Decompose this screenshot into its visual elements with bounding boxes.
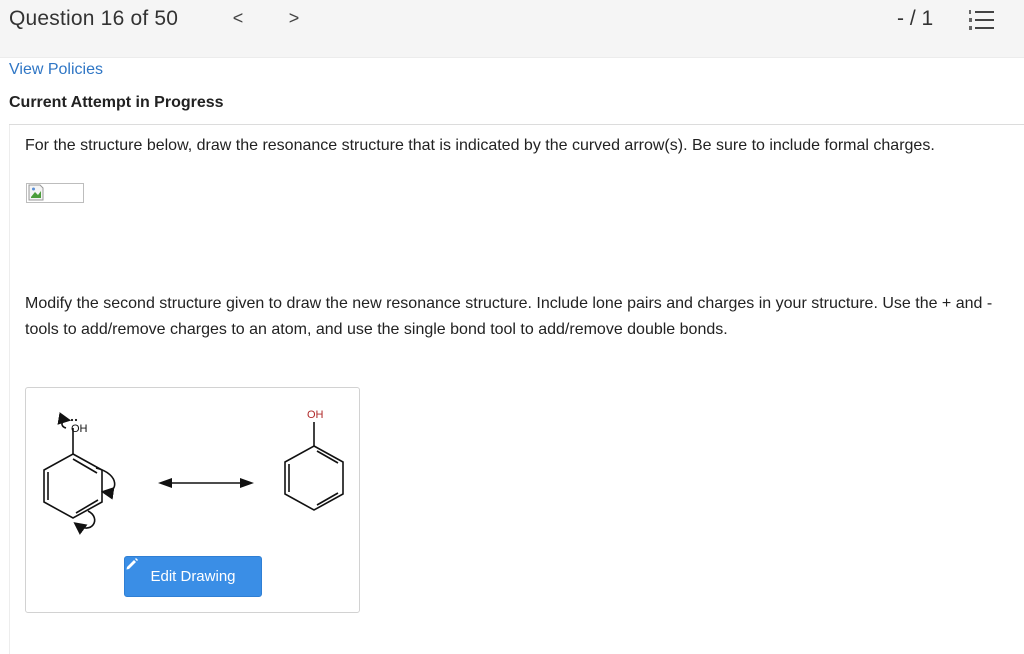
- drawing-panel: [25, 387, 360, 613]
- broken-image: [26, 183, 84, 203]
- question-instruction: For the structure below, draw the resonance structure that is indicated by the curved arrow(s). Be sure to include formal charges.: [25, 137, 935, 154]
- right-oh-label: OH: [307, 409, 324, 421]
- pencil-icon: [125, 557, 139, 571]
- view-policies-link[interactable]: View Policies: [9, 61, 103, 78]
- modify-instruction: Modify the second structure given to draw the new resonance structure. Include lone pairs and charges in your structure. Use the + and - tools to add/remove charges to an atom, and use the single bond tool to add/remove double bonds.: [25, 295, 993, 338]
- question-header: [0, 0, 1024, 58]
- question-list-icon[interactable]: [966, 8, 996, 32]
- divider: [9, 124, 1024, 125]
- left-molecule: [44, 420, 115, 528]
- next-question-button[interactable]: >: [288, 8, 300, 28]
- left-oh-label: OH: [71, 423, 88, 435]
- edit-drawing-label: Edit Drawing: [150, 568, 236, 585]
- score-display: - / 1: [897, 7, 934, 30]
- question-counter: Question 16 of 50: [9, 7, 179, 30]
- edit-drawing-button[interactable]: [124, 556, 262, 597]
- resonance-arrow: [158, 478, 254, 488]
- previous-question-button[interactable]: <: [232, 8, 244, 28]
- attempt-status: Current Attempt in Progress: [9, 94, 224, 111]
- right-molecule: [285, 422, 343, 510]
- content-border: [9, 125, 10, 654]
